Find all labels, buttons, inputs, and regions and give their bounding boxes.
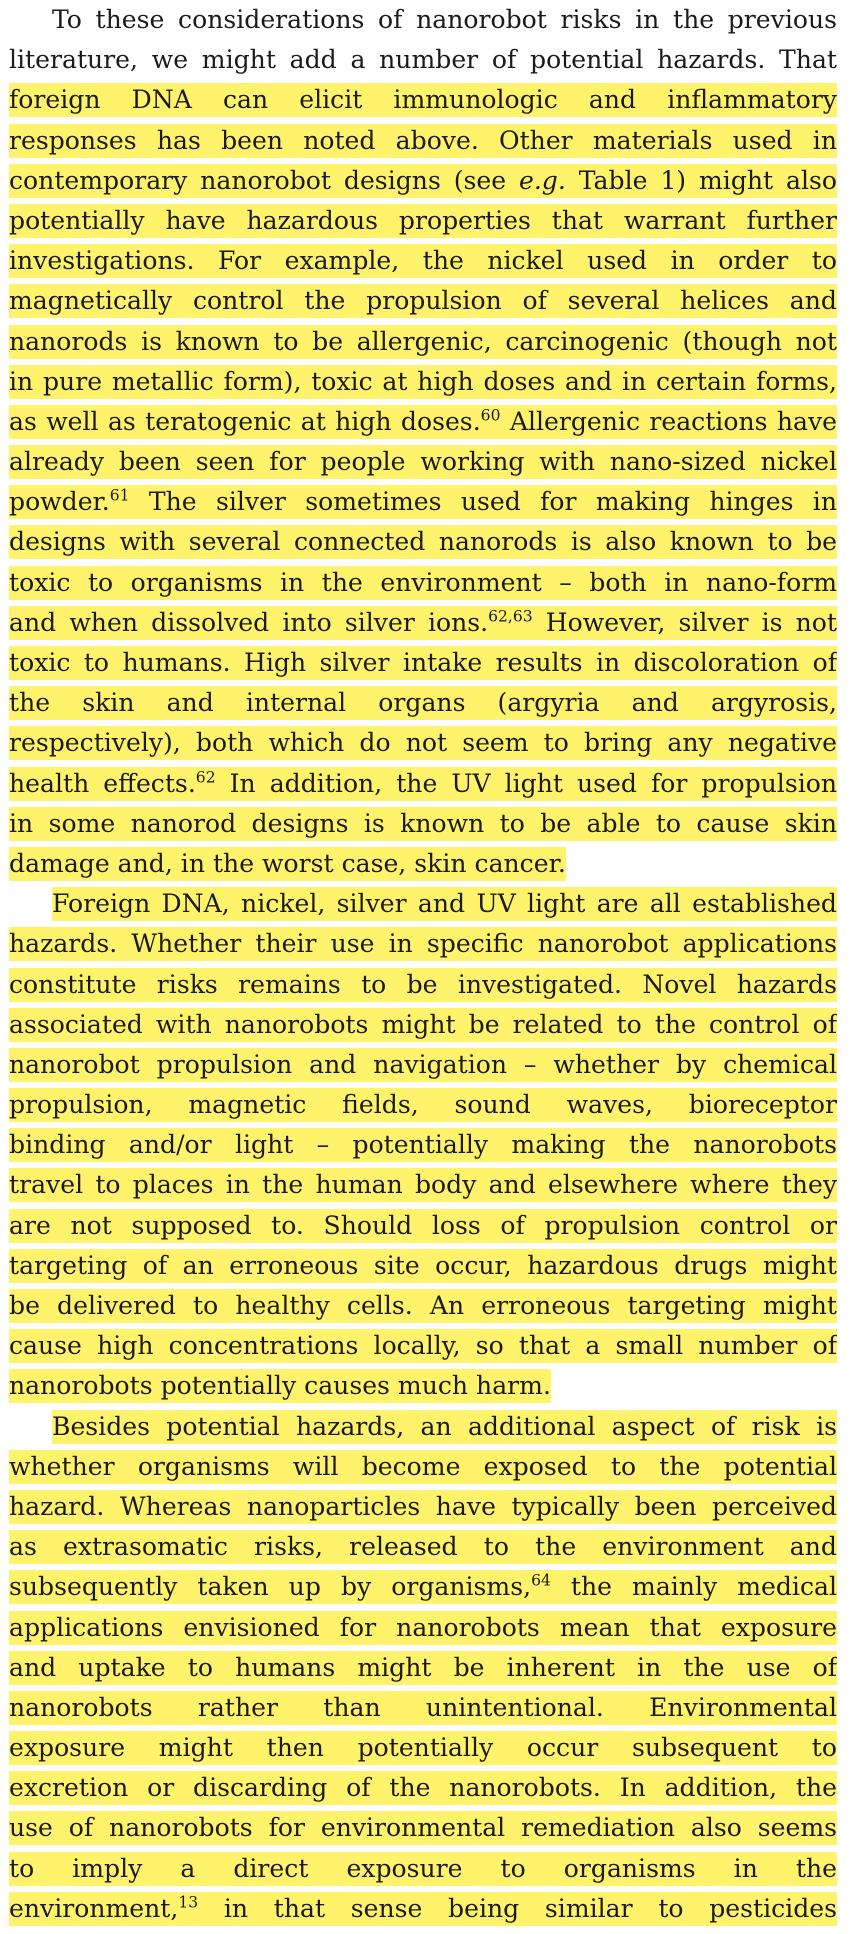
text-line [9,1889,837,1929]
text-segment: literature, we might add a number of potential hazards. That [9,45,837,75]
text-line [9,1326,837,1366]
text-line [9,241,837,281]
text-segment: the skin and internal organs (argyria and argyrosis, [9,688,837,718]
citation-reference: 62 [195,768,216,787]
text-line [9,884,837,924]
text-segment: whether organisms will become exposed to the potential [9,1451,837,1481]
text-line [9,563,837,603]
highlighted-text [9,968,837,1002]
text-segment: are not supposed to. Should loss of propulsion control or [9,1210,837,1240]
text-segment: excretion or discarding of the nanorobots. In addition, the [9,1773,837,1803]
highlighted-text [130,485,837,519]
highlighted-text [9,1289,837,1323]
text-line [9,1608,837,1648]
emphasized-text: e.g. [518,165,566,195]
highlighted-text [566,164,837,198]
highlighted-text [9,1691,837,1725]
highlighted-text [9,1530,837,1564]
text-line [9,804,837,844]
text-segment: toxic to organisms in the environment – both in nano-form [9,567,837,597]
text-line [9,80,837,120]
text-segment: respectively), both which do not seem to bring any negative [9,728,837,758]
text-line [9,1366,837,1406]
highlighted-text [9,1249,837,1283]
text-line [9,1768,837,1808]
text-segment: damage and, in the worst case, skin cancer. [9,848,566,878]
text-segment: in some nanorod designs is known to be able to cause skin [9,808,837,838]
highlighted-text [9,124,837,158]
text-segment: The silver sometimes used for making hinges in [129,487,837,517]
highlighted-text [9,1651,837,1685]
text-segment: contemporary nanorobot designs (see [9,165,519,195]
text-segment: binding and/or light – potentially making the nanorobots [9,1130,837,1160]
highlighted-text [9,1128,837,1162]
text-segment: Allergenic reactions have [500,406,837,436]
highlighted-text [9,927,837,961]
text-line [9,1849,837,1889]
text-line [9,1206,837,1246]
text-line [9,1045,837,1085]
highlighted-text [9,1731,837,1765]
highlighted-text [9,284,837,318]
citation-reference: 61 [109,486,130,505]
text-segment: in pure metallic form), toxic at high doses and in certain forms, [9,366,837,396]
highlighted-text [9,1329,837,1363]
highlighted-text [9,686,837,720]
text-segment: To these considerations of nanorobot risks in the previous [52,5,837,34]
text-segment: in that sense being similar to pesticides [198,1893,837,1923]
text-line [9,965,837,1005]
text-line [9,643,837,683]
text-segment: as extrasomatic risks, released to the environment and [9,1532,837,1562]
text-segment: investigations. For example, the nickel used in order to [9,246,837,276]
highlighted-text [9,807,837,841]
highlighted-text [178,1892,198,1926]
highlighted-text [110,485,130,519]
highlighted-text [9,726,837,760]
highlighted-text [9,244,837,278]
text-line [9,522,837,562]
highlighted-text [9,1168,837,1202]
highlighted-text [551,1570,837,1604]
text-segment: exposure might then potentially occur subsequent to [9,1733,837,1763]
text-line [9,281,837,321]
text-segment: constitute risks remains to be investigated. Novel hazards [9,969,837,999]
highlighted-text [9,1369,551,1403]
text-segment: health effects. [9,768,196,798]
text-line [9,723,837,763]
citation-reference: 62,63 [488,607,533,626]
text-segment: travel to places in the human body and elsewhere where they [9,1170,837,1200]
highlighted-text [52,887,837,921]
text-line [9,0,837,40]
text-line [9,1246,837,1286]
highlighted-text [9,405,481,439]
text-line [9,1648,837,1688]
text-segment: cause high concentrations locally, so that a small number of [9,1331,837,1361]
highlighted-text [9,1209,837,1243]
text-line [9,924,837,964]
text-segment: propulsion, magnetic fields, sound waves, bioreceptor [9,1090,837,1120]
text-segment: However, silver is not [532,607,837,637]
text-line [9,1527,837,1567]
highlighted-text [9,1008,837,1042]
text-segment: Table 1) might also [565,165,837,195]
highlighted-text [9,767,196,801]
text-line [9,121,837,161]
text-segment: foreign DNA can elicit immunologic and inflammatory [9,85,837,115]
text-segment: designs with several connected nanorods is also known to be [9,527,837,557]
text-segment: toxic to humans. High silver intake results in discoloration of [9,648,837,677]
text-segment: and when dissolved into silver ions. [9,607,489,637]
highlighted-text [198,1892,837,1926]
highlighted-text [9,525,837,559]
highlighted-text [9,1811,837,1845]
highlighted-text [519,164,566,198]
text-segment: nanorods is known to be allergenic, carcinogenic (though not [9,326,837,356]
text-segment: to imply a direct exposure to organisms in the [9,1853,837,1883]
highlighted-text [9,83,837,117]
text-segment: In addition, the UV light used for propulsion [215,768,837,798]
text-line [9,1407,837,1447]
text-segment: responses has been noted above. Other materials used in [9,125,837,155]
highlighted-text [481,405,501,439]
text-segment: and uptake to humans might be inherent in the use of [9,1652,837,1682]
text-segment: be delivered to healthy cells. An erroneous targeting might [9,1291,837,1320]
highlighted-text [9,485,110,519]
text-line [9,201,837,241]
highlighted-text [531,1570,551,1604]
highlighted-text [9,646,837,680]
text-line [9,1567,837,1607]
paragraph [9,1407,837,1929]
highlighted-text [9,1611,837,1645]
highlighted-text [9,1490,837,1524]
text-line [9,683,837,723]
highlighted-text [9,1852,837,1886]
text-line [9,1165,837,1205]
text-segment: environment, [9,1893,179,1923]
text-segment: applications envisioned for nanorobots mean that exposure [9,1612,837,1642]
highlighted-text [9,1892,178,1926]
text-segment: nanorobot propulsion and navigation – whether by chemical [9,1049,837,1079]
citation-reference: 13 [178,1893,199,1912]
highlighted-text [9,606,488,640]
highlighted-text [9,566,837,600]
highlighted-text [9,164,519,198]
text-segment: the mainly medical [550,1572,837,1602]
text-line [9,764,837,804]
text-line [9,482,837,522]
text-segment: magnetically control the propulsion of several helices and [9,286,837,316]
text-segment: subsequently taken up by organisms, [9,1572,532,1602]
text-line [9,322,837,362]
citation-reference: 60 [480,406,501,425]
text-segment: nanorobots potentially causes much harm. [9,1371,551,1401]
text-segment: Foreign DNA, nickel, silver and UV light are all established [52,889,837,919]
text-line [9,1085,837,1125]
text-line [9,844,837,884]
text-segment: hazard. Whereas nanoparticles have typically been perceived [9,1491,837,1521]
text-segment: already been seen for people working with nano-sized nickel [9,447,837,477]
paragraph [9,884,837,1406]
text-line [9,1487,837,1527]
text-line [9,1005,837,1045]
text-line [9,1125,837,1165]
highlighted-text [9,1088,837,1122]
text-segment: Besides potential hazards, an additional aspect of risk is [52,1411,837,1441]
highlighted-text [9,1048,837,1082]
text-segment: powder. [9,487,110,517]
text-line [9,362,837,402]
text-segment: use of nanorobots for environmental remediation also seems [9,1813,837,1843]
text-line [9,603,837,643]
highlighted-text [216,767,837,801]
highlighted-text [9,1570,531,1604]
text-segment: potentially have hazardous properties that warrant further [9,205,837,235]
text-line [9,1688,837,1728]
highlighted-text [52,1410,837,1444]
text-segment: targeting of an erroneous site occur, hazardous drugs might [9,1250,837,1280]
text-segment: nanorobots rather than unintentional. Environmental [9,1692,837,1722]
highlighted-text [9,1450,837,1484]
highlighted-text [9,325,837,359]
article-body [9,0,837,1929]
text-line [9,442,837,482]
text-line [9,40,837,80]
text-segment: as well as teratogenic at high doses. [9,406,481,436]
text-line [9,1286,837,1326]
text-line [9,1728,837,1768]
highlighted-text [9,365,837,399]
text-line [9,161,837,201]
text-line [9,1447,837,1487]
text-segment: hazards. Whether their use in specific nanorobot applications [9,929,837,959]
highlighted-text [196,767,216,801]
text-segment: associated with nanorobots might be related to the control of [9,1009,837,1039]
highlighted-text [488,606,533,640]
highlighted-text [533,606,837,640]
highlighted-text [9,847,566,881]
text-line [9,1808,837,1848]
text-line [9,402,837,442]
paragraph [9,0,837,884]
highlighted-text [9,1771,837,1805]
citation-reference: 64 [531,1571,551,1590]
highlighted-text [500,405,837,439]
highlighted-text [9,445,837,479]
highlighted-text [9,204,837,238]
